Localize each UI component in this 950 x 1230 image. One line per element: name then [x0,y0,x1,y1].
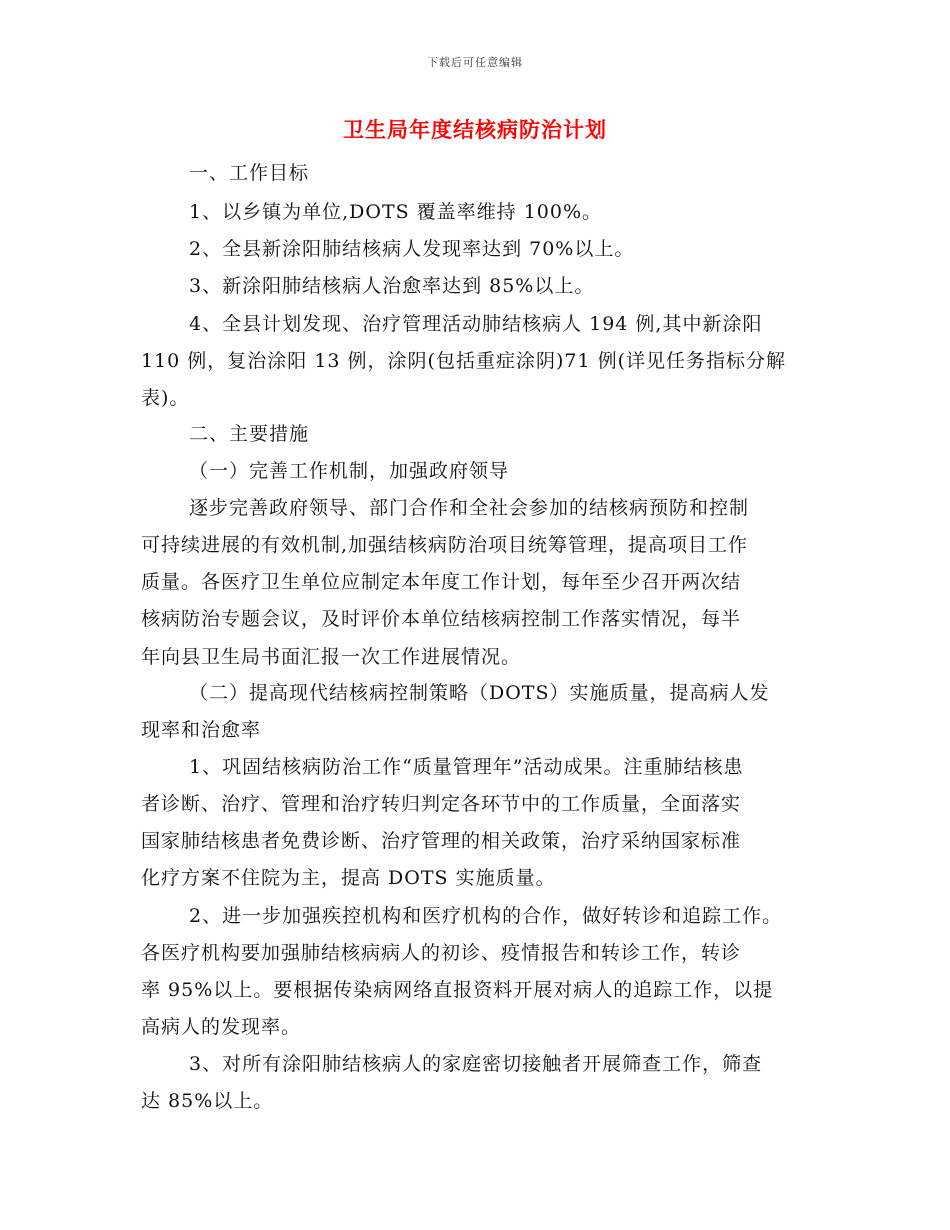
paragraph-line: 表)。 [141,387,190,409]
header-note: 下载后可任意编辑 [427,56,523,69]
paragraph-line: 达 85%以上。 [141,1090,274,1112]
paragraph-line: 逐步完善政府领导、部门合作和全社会参加的结核病预防和控制 [189,497,750,519]
paragraph-line: 3、对所有涂阳肺结核病人的家庭密切接触者开展筛查工作，筛查 [189,1053,763,1075]
paragraph-line: 者诊断、治疗、管理和治疗转归判定各环节中的工作质量，全面落实 [141,793,742,815]
paragraph-line: 高病人的发现率。 [141,1016,302,1038]
paragraph-line: 国家肺结核患者免费诊断、治疗管理的相关政策，治疗采纳国家标准 [141,830,742,852]
paragraph-line: 核病防治专题会议，及时评价本单位结核病控制工作落实情况，每半 [141,608,742,630]
paragraph-line: 2、进一步加强疾控机构和医疗机构的合作，做好转诊和追踪工作。 [189,905,783,927]
paragraph-line: 3、新涂阳肺结核病人治愈率达到 85%以上。 [189,275,595,297]
paragraph-line: 年向县卫生局书面汇报一次工作进展情况。 [141,646,522,668]
paragraph-line: 1、以乡镇为单位,DOTS 覆盖率维持 100%。 [189,201,603,223]
paragraph-line: 化疗方案不住院为主，提高 DOTS 实施质量。 [141,867,556,889]
paragraph-line: 1、巩固结核病防治工作“质量管理年”活动成果。注重肺结核患 [189,756,744,778]
section-heading-goals: 一、工作目标 [189,162,310,184]
section-heading-measures: 二、主要措施 [189,423,310,445]
paragraph-line: 2、全县新涂阳肺结核病人发现率达到 70%以上。 [189,238,635,260]
paragraph-line: 现率和治愈率 [141,719,262,741]
paragraph-line: 可持续进展的有效机制,加强结核病防治项目统筹管理，提高项目工作 [141,534,749,556]
document-title: 卫生局年度结核病防治计划 [343,117,607,142]
paragraph-line: 质量。各医疗卫生单位应制定本年度工作计划，每年至少召开两次结 [141,571,742,593]
subsection-heading: （一）完善工作机制，加强政府领导 [189,460,510,482]
paragraph-line: 110 例，复治涂阳 13 例，涂阴(包括重症涂阴)71 例(详见任务指标分解 [141,350,787,372]
paragraph-line: 各医疗机构要加强肺结核病病人的初诊、疫情报告和转诊工作，转诊 [141,942,742,964]
paragraph-line: 率 95%以上。要根据传染病网络直报资料开展对病人的追踪工作，以提 [141,979,774,1001]
paragraph-line: 4、全县计划发现、治疗管理活动肺结核病人 194 例,其中新涂阳 [189,313,763,335]
subsection-heading: （二）提高现代结核病控制策略（DOTS）实施质量，提高病人发 [189,682,770,704]
